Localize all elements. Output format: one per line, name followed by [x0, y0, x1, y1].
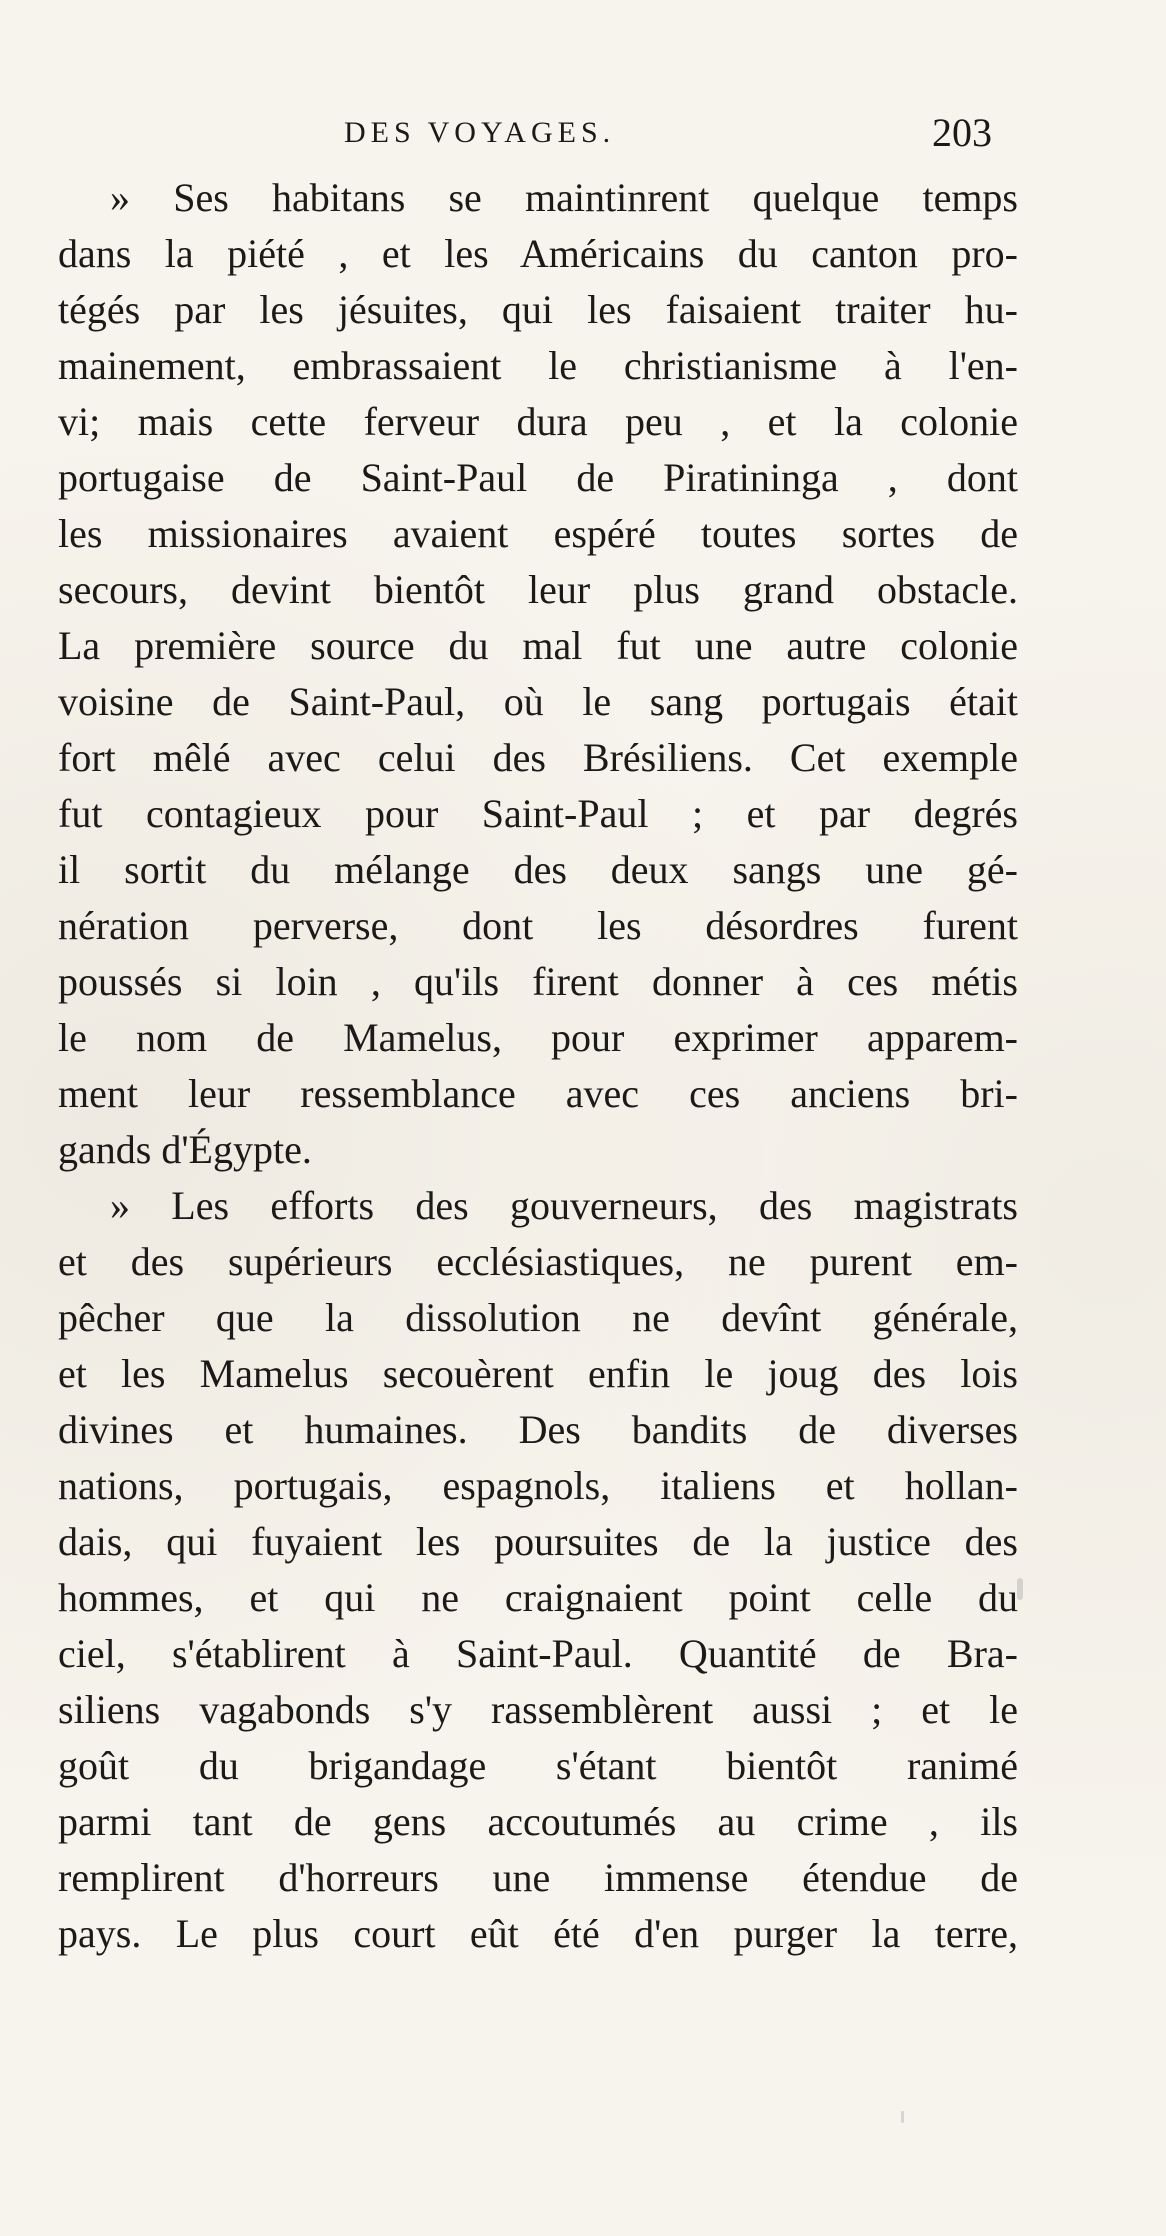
text-line: le nom de Mamelus, pour exprimer apparem- [58, 1015, 1018, 1060]
page-header [0, 103, 1166, 163]
text-line: secours, devint bientôt leur plus grand obstacle. [58, 567, 1018, 612]
text-line: divines et humaines. Des bandits de diverses [58, 1407, 1018, 1452]
text-line: ciel, s'établirent à Saint-Paul. Quantité de Bra- [58, 1631, 1018, 1676]
text-line: » Ses habitans se maintinrent quelque temps [110, 175, 1018, 220]
body-text [58, 170, 1018, 1962]
text-line: nations, portugais, espagnols, italiens et hollan- [58, 1463, 1018, 1508]
text-line: pays. Le plus court eût été d'en purger la terre, [58, 1911, 1018, 1956]
text-line: portugaise de Saint-Paul de Piratininga , dont [58, 455, 1018, 500]
running-head: DES VOYAGES. [344, 116, 616, 149]
text-line: et les Mamelus secouèrent enfin le joug des lois [58, 1351, 1018, 1396]
text-line: remplirent d'horreurs une immense étendue de [58, 1855, 1018, 1900]
text-line: hommes, et qui ne craignaient point celle du [58, 1575, 1018, 1620]
text-line: tégés par les jésuites, qui les faisaient traiter hu- [58, 287, 1018, 332]
paper-blemish [1017, 1578, 1023, 1600]
text-line: gands d'Égypte. [58, 1127, 312, 1172]
text-line: fort mêlé avec celui des Brésiliens. Cet exemple [58, 735, 1018, 780]
paper-blemish [901, 2111, 904, 2123]
text-line: goût du brigandage s'étant bientôt ranimé [58, 1743, 1018, 1788]
text-line: poussés si loin , qu'ils firent donner à ces métis [58, 959, 1018, 1004]
text-line: vi; mais cette ferveur dura peu , et la colonie [58, 399, 1018, 444]
text-line: siliens vagabonds s'y rassemblèrent aussi ; et le [58, 1687, 1018, 1732]
text-line: fut contagieux pour Saint-Paul ; et par degrés [58, 791, 1018, 836]
text-line: dans la piété , et les Américains du canton pro- [58, 231, 1018, 276]
text-line: parmi tant de gens accoutumés au crime , ils [58, 1799, 1018, 1844]
text-line: nération perverse, dont les désordres furent [58, 903, 1018, 948]
text-line: ment leur ressemblance avec ces anciens bri- [58, 1071, 1018, 1116]
text-line: voisine de Saint-Paul, où le sang portugais était [58, 679, 1018, 724]
text-line: La première source du mal fut une autre colonie [58, 623, 1018, 668]
text-line: il sortit du mélange des deux sangs une gé- [58, 847, 1018, 892]
text-line: » Les efforts des gouverneurs, des magistrats [110, 1183, 1018, 1228]
text-line: et des supérieurs ecclésiastiques, ne purent em- [58, 1239, 1018, 1284]
text-line: les missionaires avaient espéré toutes sortes de [58, 511, 1018, 556]
page-number: 203 [932, 110, 992, 155]
text-line: pêcher que la dissolution ne devînt générale, [58, 1295, 1018, 1340]
text-line: mainement, embrassaient le christianisme à l'en- [58, 343, 1018, 388]
text-line: dais, qui fuyaient les poursuites de la justice des [58, 1519, 1018, 1564]
